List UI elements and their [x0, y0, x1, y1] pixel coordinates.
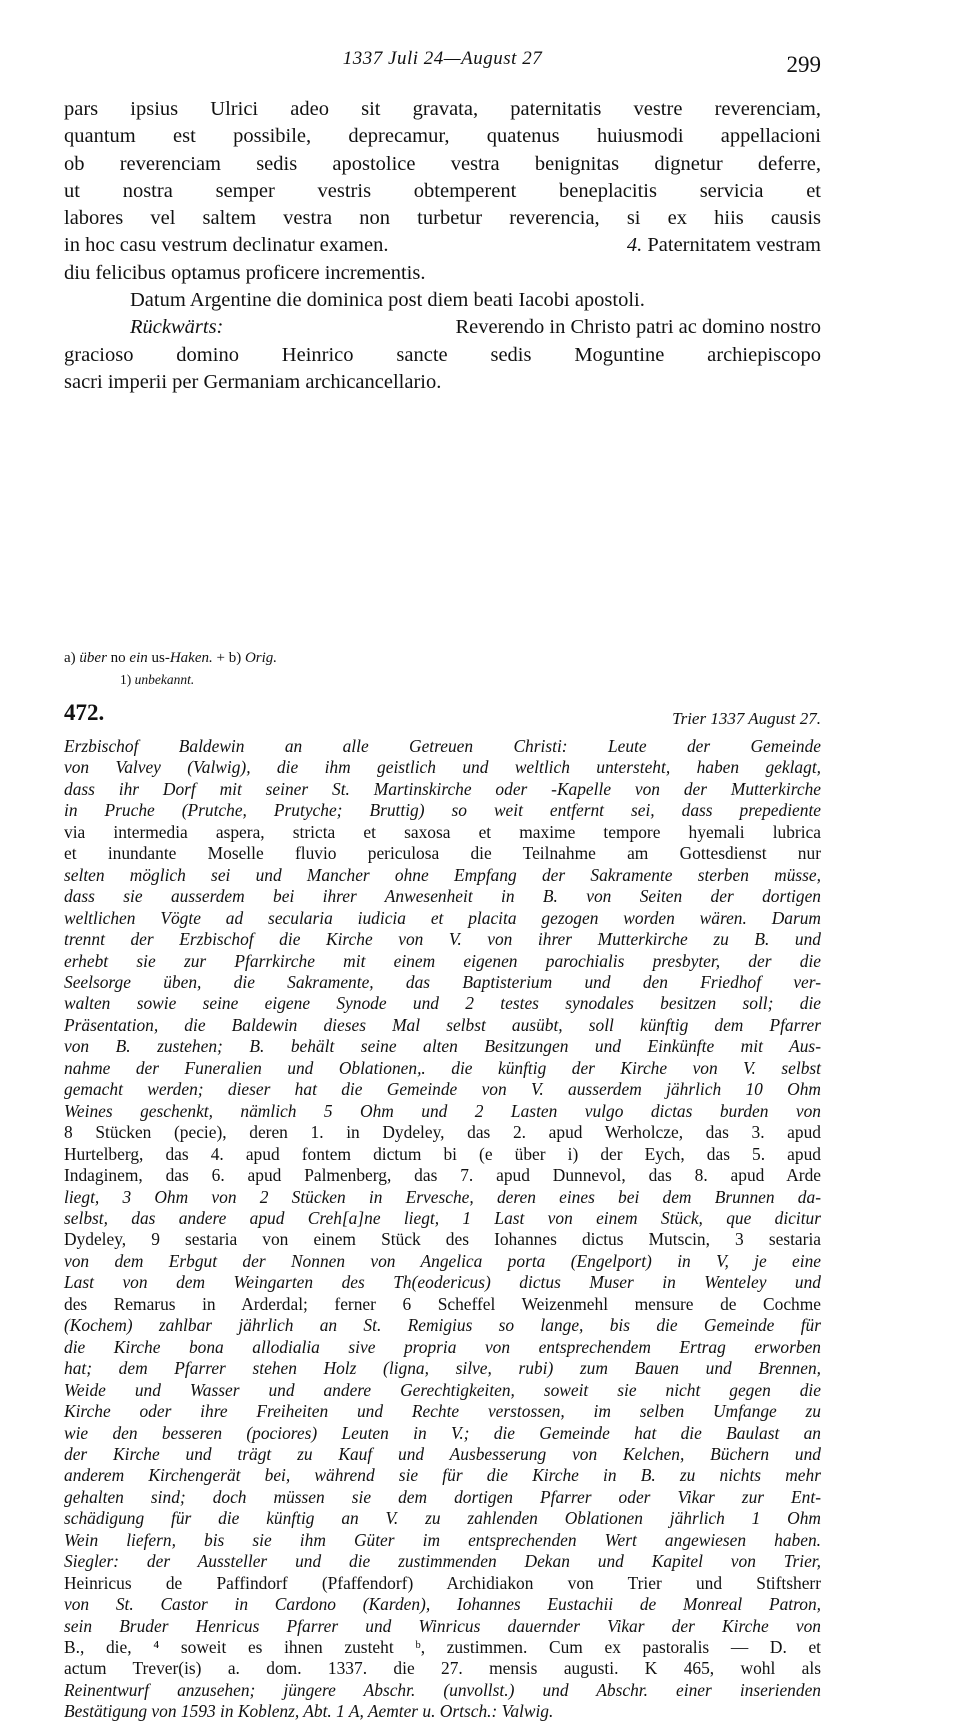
footnote-text: unbekannt.	[134, 672, 195, 687]
letter-text	[64, 96, 821, 396]
regest-line: gehalten sind; doch müssen sie dem dortigen Pfarrer oder Vikar zur Ent-	[64, 1486, 821, 1507]
datum-line: Datum Argentine die dominica post diem beati Iacobi apostoli.	[130, 289, 645, 312]
regest-line: von Valvey (Valwig), die ihm geistlich und weltlich untersteht, haben geklagt,	[64, 757, 821, 778]
regest-line: Weines geschenkt, nämlich 5 Ohm und 2 Lasten vulgo dictas burden von	[64, 1100, 821, 1121]
footnote-text: Haken.	[169, 650, 213, 666]
letter-line: ob reverenciam sedis apostolice vestra benignitas dignetur deferre,	[64, 152, 821, 175]
regest-line: schädigung für die künftig an V. zu zahlenden Oblationen jährlich 1 Ohm	[64, 1508, 821, 1529]
regest-line: et inundante Moselle fluvio periculosa die Teilnahme am Gottesdienst nur	[64, 843, 821, 864]
regest-line: via intermedia aspera, stricta et saxosa et maxime tempore hyemali lubrica	[64, 821, 821, 842]
closing-clause: Paternitatem vestram	[647, 234, 821, 257]
regest-line: anderem Kirchengerät bei, während sie für die Kirche in B. zu nichts mehr	[64, 1465, 821, 1486]
regest-line: von B. zustehen; B. behält seine alten Besitzungen und Einkünfte mit Aus-	[64, 1036, 821, 1057]
regest-line: Wein liefern, bis sie ihm Güter im entsprechenden Wert angewiesen haben.	[64, 1529, 821, 1550]
regest-line: Bestätigung von 1593 in Koblenz, Abt. 1 A, Aemter u. Ortsch.: Valwig.	[64, 1701, 554, 1722]
letter-line: ut nostra semper vestris obtemperent beneplacitis servicia et	[64, 179, 821, 202]
regest-text	[64, 736, 821, 1723]
regest-line: sein Bruder Henricus Pfarrer und Winricus dauernder Vikar der Kirche von	[64, 1615, 821, 1636]
regest-line: Dydeley, 9 sestaria von einem Stück des Iohannes dictus Mutscin, 3 sestaria	[64, 1229, 821, 1250]
regest-line: selten möglich sei und Mancher ohne Empfang der Sakramente sterben müsse,	[64, 864, 821, 885]
regest-line: Erzbischof Baldewin an alle Getreuen Christi: Leute der Gemeinde	[64, 736, 821, 756]
regest-line: trennt der Erzbischof die Kirche von V. von ihrer Mutterkirche zu B. und	[64, 929, 821, 950]
footnote-label: a)	[64, 650, 76, 666]
footnote-text: ein	[129, 650, 148, 666]
regest-line: Last von dem Weingarten des Th(eodericus) dictus Muser in Wenteley und	[64, 1272, 821, 1293]
document-number: 472.	[64, 700, 105, 725]
address-first-line	[64, 314, 821, 341]
letter-line: in hoc casu vestrum declinatur examen.	[64, 234, 389, 257]
footnote-text: über	[79, 650, 107, 666]
regest-line: Hurtelberg, das 4. apud fontem dictum bi (e über i) der Eych, das 5. apud	[64, 1143, 821, 1164]
regest-line: dass sie ausserdem bei ihrer Anwesenheit in B. von Seiten der dortigen	[64, 886, 821, 907]
regest-line: nahme der Funeralien und Oblationen,. die künftig der Kirche von V. selbst	[64, 1057, 821, 1078]
letter-line: quantum est possibile, deprecamur, quatenus huiusmodi appellacioni	[64, 125, 821, 148]
regest-line: walten sowie seine eigene Synode und 2 testes synodales besitzen soll; die	[64, 993, 821, 1014]
regest-line: Heinricus de Paffindorf (Pfaffendorf) Archidiakon von Trier und Stiftsherr	[64, 1572, 821, 1593]
regest-line: Seelsorge üben, die Sakramente, das Baptisterium und den Friedhof ver-	[64, 971, 821, 992]
regest-line: (Kochem) zahlbar jährlich an St. Remigius so lange, bis die Gemeinde für	[64, 1315, 821, 1336]
footnote-text: us-	[151, 650, 170, 666]
running-title: 1337 Juli 24—August 27	[342, 48, 543, 69]
regest-line: weltlichen Vögte ad secularia iudicia et placita gezogen worden wären. Darum	[64, 907, 821, 928]
regest-line: Indaginem, das 6. apud Palmenberg, das 7. apud Dunnevol, das 8. apud Arde	[64, 1165, 821, 1186]
regest-line: von dem Erbgut der Nonnen von Angelica porta (Engelport) in V, je eine	[64, 1250, 821, 1271]
regest-line: actum Trever(is) a. dom. 1337. die 27. mensis augusti. K 465, wohl als	[64, 1658, 821, 1679]
regest-line: dass ihr Dorf mit seiner St. Martinskirche oder -Kapelle von der Mutterkirche	[64, 778, 821, 799]
footnote-label: b)	[228, 650, 242, 666]
regest-line: wie den besseren (pociores) Leuten in V.; die Gemeinde hat die Baulast an	[64, 1422, 821, 1443]
regest-line: in Pruche (Prutche, Prutyche; Bruttig) so weit entfernt sei, dass prepediente	[64, 800, 821, 821]
letter-line: pars ipsius Ulrici adeo sit gravata, paternitatis vestre reverenciam,	[64, 98, 821, 120]
regest-line: selbst, das andere apud Creh[a]ne liegt, 1 Last von einem Stück, que dicitur	[64, 1207, 821, 1228]
regest-line: hat; dem Pfarrer stehen Holz (ligna, silve, rubi) zum Bauen und Brennen,	[64, 1358, 821, 1379]
document-date: Trier 1337 August 27.	[672, 709, 821, 728]
section-mark: 4.	[626, 234, 643, 257]
regest-line: von St. Castor in Cardono (Karden), Iohannes Eustachii de Monreal Patron,	[64, 1594, 821, 1615]
letter-line: labores vel saltem vestra non turbetur reverencia, si ex hiis causis	[64, 207, 821, 230]
regest-line: der Kirche und trägt zu Kauf und Ausbesserung von Kelchen, Büchern und	[64, 1443, 821, 1464]
regest-line: Reinentwurf anzusehen; jüngere Abschr. (unvollst.) und Abschr. einer inserienden	[64, 1679, 821, 1700]
regest-line: Siegler: der Aussteller und die zustimmenden Dekan und Kapitel von Trier,	[64, 1551, 821, 1572]
regest-line: Weide und Wasser und andere Gerechtigkeiten, soweit sie nicht gegen die	[64, 1379, 821, 1400]
page-number: 299	[786, 52, 821, 77]
letter-line-with-mark	[64, 232, 821, 259]
rueckwaerts-label: Rückwärts:	[130, 316, 224, 339]
footnote-a-b	[64, 650, 277, 667]
footnote-1	[120, 672, 194, 688]
regest-line: gemacht werden; dieser hat die Gemeinde von V. ausserdem jährlich 10 Ohm	[64, 1079, 821, 1100]
footnote-plus: +	[216, 650, 225, 666]
regest-line: 8 Stücken (pecie), deren 1. in Dydeley, das 2. apud Werholcze, das 3. apud	[64, 1122, 821, 1143]
page-header	[64, 44, 821, 76]
regest-line: die Kirche bona allodialia sive propria von entsprechendem Ertrag erworben	[64, 1336, 821, 1357]
letter-line: diu felicibus optamus proficere incrementis.	[64, 261, 426, 284]
address-line: sacri imperii per Germaniam archicancellario.	[64, 370, 442, 393]
address-line: gracioso domino Heinrico sancte sedis Moguntine archiepiscopo	[64, 343, 821, 366]
regest-line: Kirche oder ihre Freiheiten und Rechte verstossen, im selben Umfange zu	[64, 1401, 821, 1422]
section-mark-group	[627, 232, 821, 259]
footnote-label: 1)	[120, 672, 132, 687]
regest-line: liegt, 3 Ohm von 2 Stücken in Ervesche, deren eines bei dem Brunnen da-	[64, 1186, 821, 1207]
address-line: Reverendo in Christo patri ac domino nostro	[455, 316, 821, 339]
regest-line: B., die, ⁴ soweit es ihnen zusteht ᵇ, zustimmen. Cum ex pastoralis — D. et	[64, 1637, 821, 1658]
footnote-text: Orig.	[244, 650, 278, 666]
footnote-text: no	[110, 650, 126, 666]
regest-line: des Remarus in Arderdal; ferner 6 Scheffel Weizenmehl mensure de Cochme	[64, 1293, 821, 1314]
regest-line: erhebt sie zur Pfarrkirche mit einem eigenen parochialis presbyter, der die	[64, 950, 821, 971]
regest-line: Präsentation, die Baldewin dieses Mal selbst ausübt, soll künftig dem Pfarrer	[64, 1014, 821, 1035]
